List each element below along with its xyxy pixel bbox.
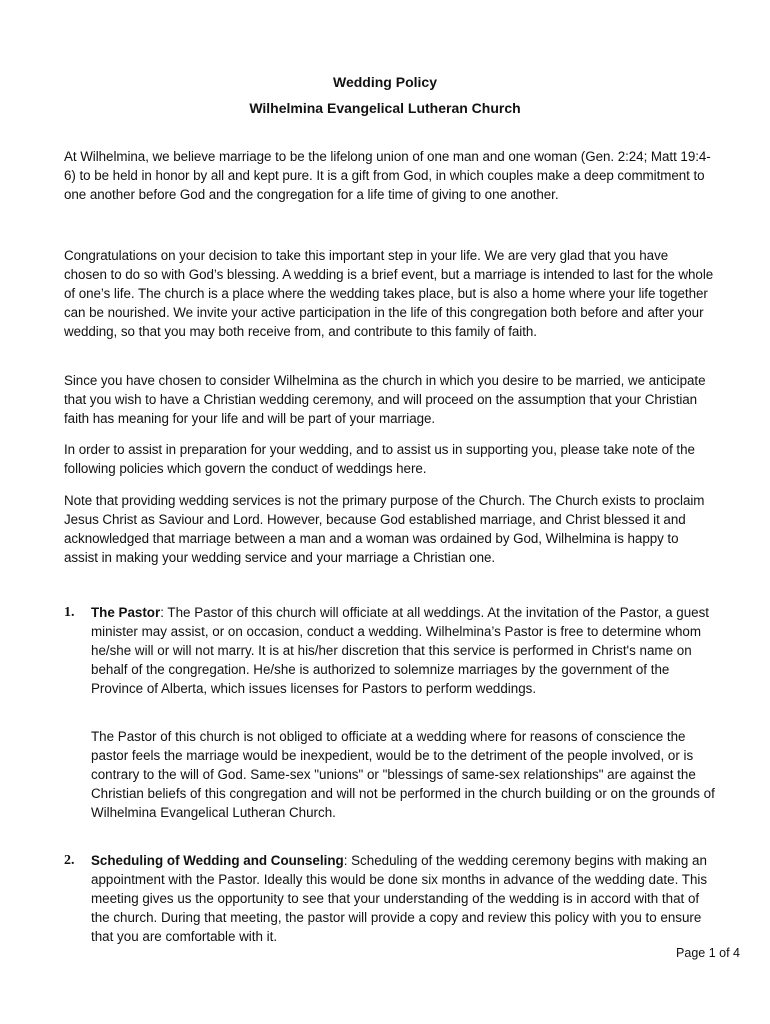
church-name-subtitle: Wilhelmina Evangelical Lutheran Church [249,100,521,116]
item-paragraph [91,603,716,698]
policies-intro-paragraph: In order to assist in preparation for your wedding, and to assist us in supporting you, please take note of the following policies which govern the conduct of weddings here. [64,442,695,476]
purpose-paragraph: Note that providing wedding services is not the primary purpose of the Church. The Church exists to proclaim Jesus Christ as Saviour and Lord. However, because God established marriage, and Christ blessed it and acknowledged that marriage between a man and a woman was ordained by God, Wilhelmina is happy to assist in making your wedding service and your marriage a Christian one. [64,493,705,565]
item-heading: Scheduling of Wedding and Counseling [91,853,344,868]
christian-ceremony-paragraph: Since you have chosen to consider Wilhelmina as the church in which you desire to be married, we anticipate that you wish to have a Christian wedding ceremony, and will proceed on the assumption that your Christian faith has meaning for your life and will be part of your marriage. [64,373,706,426]
congratulations-paragraph: Congratulations on your decision to take this important step in your life. We are very glad that you have chosen to do so with God’s blessing. A wedding is a brief event, but a marriage is intended to last for the whole of one’s life. The church is a place where the wedding takes place, but is also a home where your life together can be nourished. We invite your active participation in the life of this congregation both before and after your wedding, so that you may both receive from, and contribute to this family of faith. [64,248,714,339]
intro-paragraph: At Wilhelmina, we believe marriage to be the lifelong union of one man and one woman (Gen. 2:24; Matt 19:4-6) to be held in honor by all and kept pure. It is a gift from God, in which couples make a deep commitment to one another before God and the congregation for a life time of giving to one another. [64,149,711,202]
item-paragraph-secondary: The Pastor of this church is not obliged to officiate at a wedding where for reasons of conscience the pastor feels the marriage would be inexpedient, would be to the detriment of the people involved, or is contrary to the will of God. Same-sex "unions" or "blessings of same-sex relationships" are against the Christian beliefs of this congregation and will not be performed in the church building or on the grounds of Wilhelmina Evangelical Lutheran Church. [91,729,715,820]
item-heading: The Pastor [91,605,161,620]
item-paragraph [91,851,716,946]
document-title: Wedding Policy [333,74,437,90]
item-number: 1. [64,605,75,620]
page-number: Page 1 of 4 [676,946,740,960]
item-text: : Scheduling of the wedding ceremony begins with making an appointment with the Pastor. Ideally this would be done six months in advance of the wedding date. This meeting gives us the opportunity to see that your understanding of the wedding is in accord with that of the church. During that meeting, the pastor will provide a copy and review this policy with you to ensure that you are comfortable with it. [91,853,708,944]
item-text: : The Pastor of this church will officiate at all weddings. At the invitation of the Pastor, a guest minister may assist, or on occasion, conduct a wedding. Wilhelmina’s Pastor is free to determine whom he/she will or will not marry. It is at his/her discretion that this service is performed in Christ's name on behalf of the congregation. He/she is authorized to solemnize marriages by the government of the Province of Alberta, which issues licenses for Pastors to perform weddings. [91,605,710,696]
item-number: 2. [64,853,75,868]
